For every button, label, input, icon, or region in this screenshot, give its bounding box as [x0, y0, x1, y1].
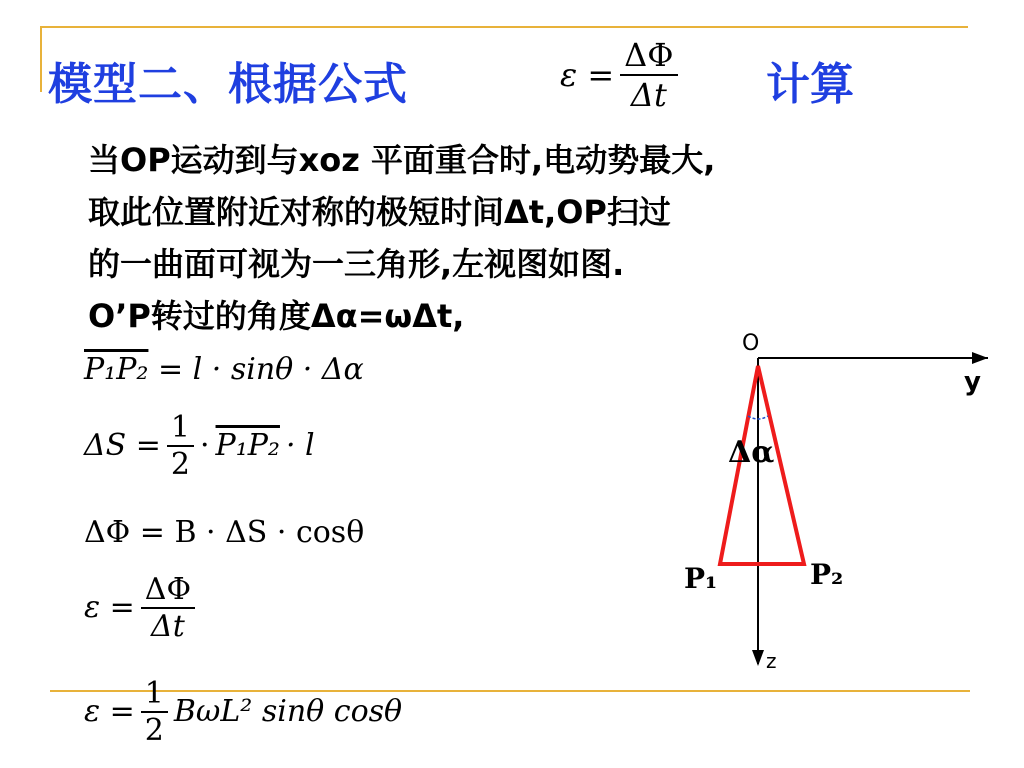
eq4-numerator: ΔΦ: [144, 572, 192, 607]
explanation-line-4: O’P转过的角度Δα=ωΔt,: [88, 297, 465, 335]
eq5-lhs: ε =: [84, 694, 135, 730]
eq4-fraction: [141, 572, 195, 644]
eq4-lhs: ε =: [84, 590, 135, 626]
explanation-line-2: 取此位置附近对称的极短时间Δt,OP扫过: [88, 193, 671, 231]
p1-label: P₁: [684, 562, 718, 595]
eq2-fraction: [167, 410, 194, 482]
eq1-rhs: = l · sinθ · Δα: [157, 352, 364, 387]
title-formula: [560, 36, 678, 114]
z-axis-label: z: [766, 649, 777, 673]
y-axis-arrow: [972, 352, 988, 364]
p2-label: P₂: [810, 558, 844, 591]
top-rule: [40, 26, 968, 28]
title-formula-denominator: Δt: [630, 75, 667, 114]
eq5-denominator: 2: [144, 712, 164, 748]
equation-emf-result: [84, 676, 402, 748]
eq2-denominator: 2: [170, 446, 190, 482]
eq5-rhs: BωL² sinθ cosθ: [173, 694, 403, 730]
explanation-paragraph: [88, 134, 988, 342]
equation-emf-definition: [84, 572, 195, 644]
diagram-svg: [676, 326, 996, 684]
eq2-dot: ·: [199, 428, 210, 464]
slide-title-suffix: 计算: [766, 59, 854, 110]
left-view-diagram: [676, 326, 996, 684]
z-axis-arrow: [752, 650, 764, 666]
origin-label: O: [742, 331, 760, 356]
title-formula-fraction: [620, 36, 677, 114]
eq2-numerator: 1: [170, 410, 190, 445]
left-rule: [40, 26, 42, 92]
eq5-fraction: [141, 676, 168, 748]
equation-flux: ΔΦ = B · ΔS · cosθ: [84, 515, 365, 550]
title-formula-numerator: ΔΦ: [624, 36, 674, 74]
angle-label: Δα: [728, 435, 775, 470]
y-axis-label: y: [964, 367, 981, 397]
eq2-chord: P₁P₂: [215, 428, 280, 464]
explanation-line-1: 当OP运动到与xoz 平面重合时,电动势最大,: [88, 141, 716, 179]
slide-title: 模型二、根据公式: [48, 59, 408, 110]
eq4-denominator: Δt: [151, 608, 185, 644]
equation-area: [84, 410, 315, 482]
eq5-numerator: 1: [144, 676, 164, 711]
eq2-tail: · l: [285, 428, 315, 464]
explanation-line-3: 的一曲面可视为一三角形,左视图如图.: [88, 245, 625, 283]
eq1-lhs: P₁P₂: [84, 352, 149, 387]
title-formula-lhs: ε =: [560, 55, 615, 94]
equation-chord-length: [84, 352, 364, 387]
eq2-lhs: ΔS =: [84, 428, 161, 464]
